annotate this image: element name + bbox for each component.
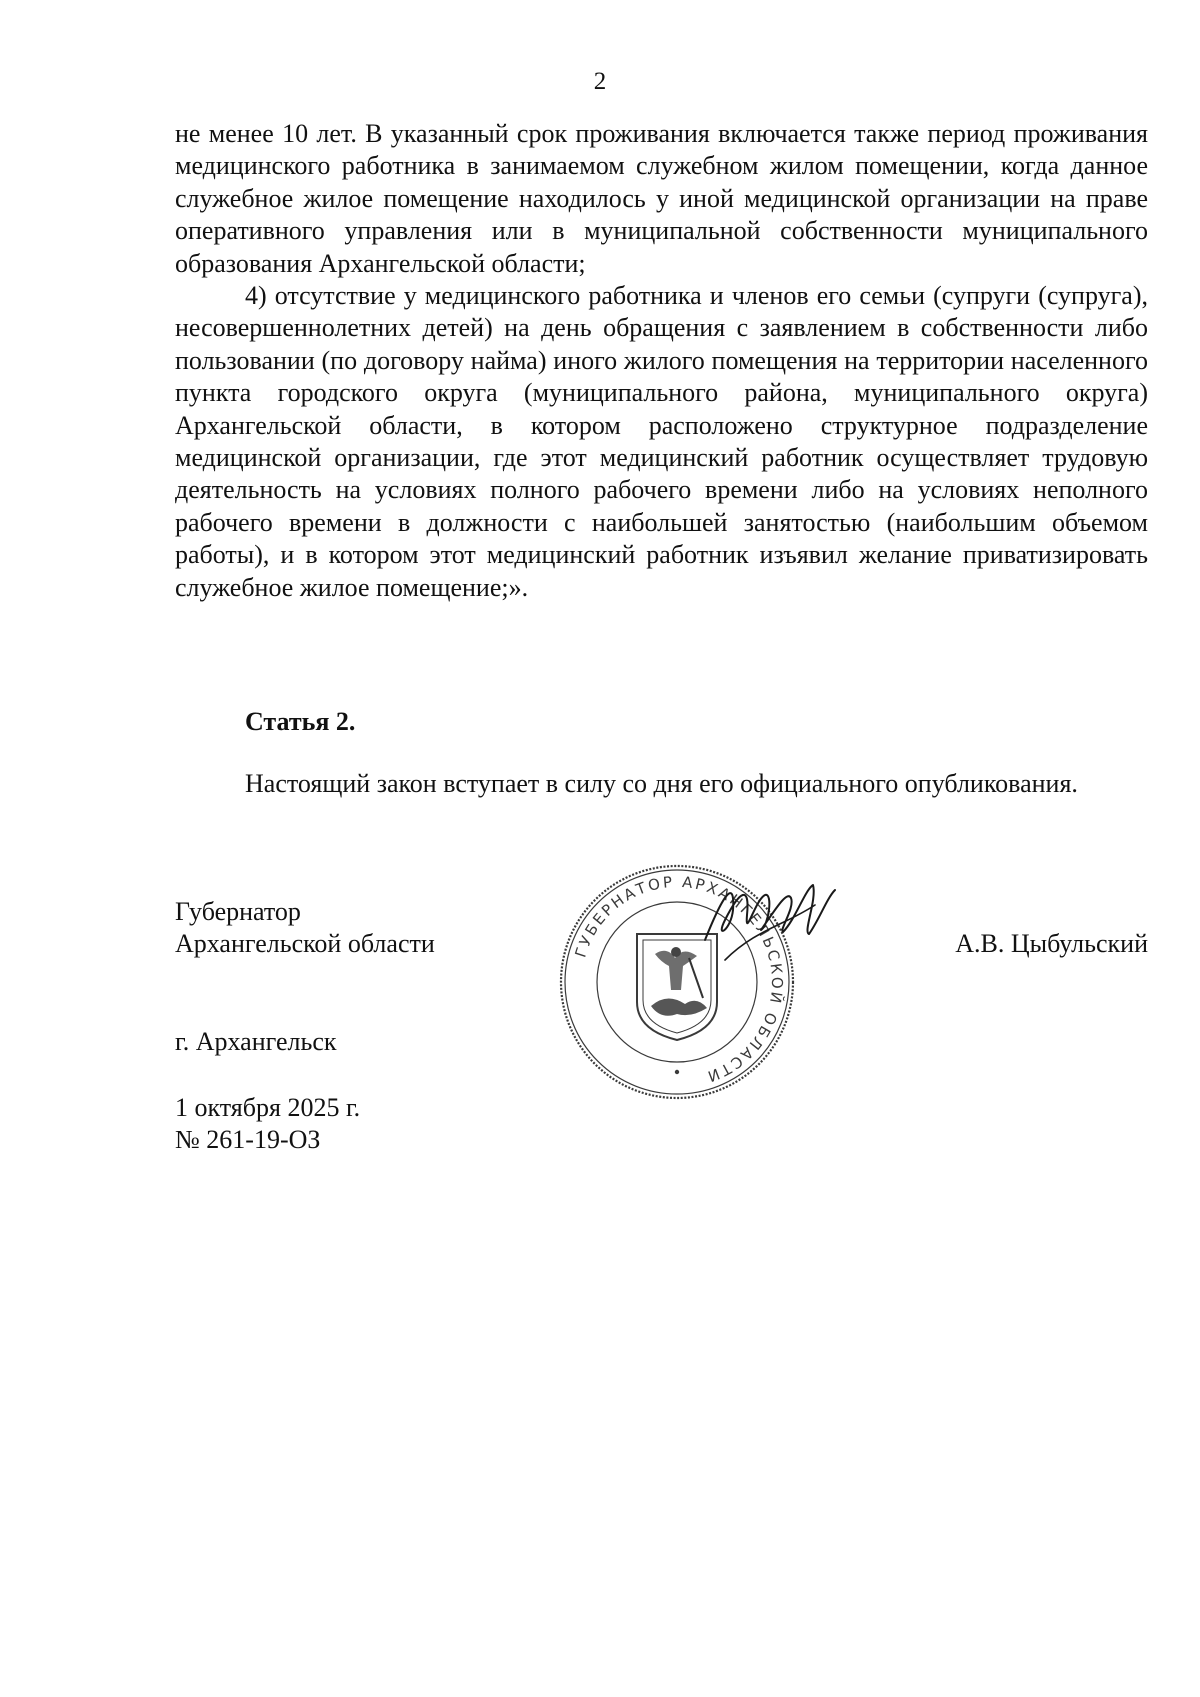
article-heading: Статья 2. xyxy=(245,707,356,736)
signatory-title xyxy=(175,896,435,961)
document-date: 1 октября 2025 г. xyxy=(175,1093,361,1122)
signatory-name: А.В. Цыбульский xyxy=(955,929,1148,958)
seal-ring-text: ГУБЕРНАТОР АРХАНГЕЛЬСКОЙ ОБЛАСТИ xyxy=(571,872,787,1087)
signatory-title-line-2: Архангельской области xyxy=(175,929,435,959)
signatory-title-line-1: Губернатор xyxy=(175,897,301,926)
paragraph-item-4: 4) отсутствие у медицинского работника и членов его семьи (супруги (супруга), несовершеннолетних детей) на день обращения с заявлением в собственности либо пользовании (по договору найма) иного жилого помещения на территории населенного пункта городского округа (муниципального района, муниципального округа) Архангельской области, в котором расположено структурное подразделение медицинской организации, где этот медицинский работник осуществляет трудовую деятельность на условиях полного рабочего времени либо на условиях неполного рабочего времени в должности с наибольшей занятостью (наибольшим объемом работы), и в котором этот медицинский работник изъявил желание приватизировать служебное жилое помещение;». xyxy=(175,281,1148,602)
article-body xyxy=(175,768,1148,800)
place-of-signing: г. Архангельск xyxy=(175,1027,337,1056)
main-text xyxy=(175,118,1148,604)
document-date-block xyxy=(175,1092,360,1157)
page-number: 2 xyxy=(593,68,607,95)
document-number: № 261-19-ОЗ xyxy=(175,1125,321,1155)
article-paragraph: Настоящий закон вступает в силу со дня его официального опубликования. xyxy=(245,769,1078,798)
handwritten-signature xyxy=(695,870,845,965)
paragraph-continuation: не менее 10 лет. В указанный срок проживания включается также период проживания медицинского работника в занимаемом служебном жилом помещении, когда данное служебное жилое помещение находилось у иной медицинской организации на праве оперативного управления или в муниципальной собственности муниципального образования Архангельской области; xyxy=(175,119,1148,278)
